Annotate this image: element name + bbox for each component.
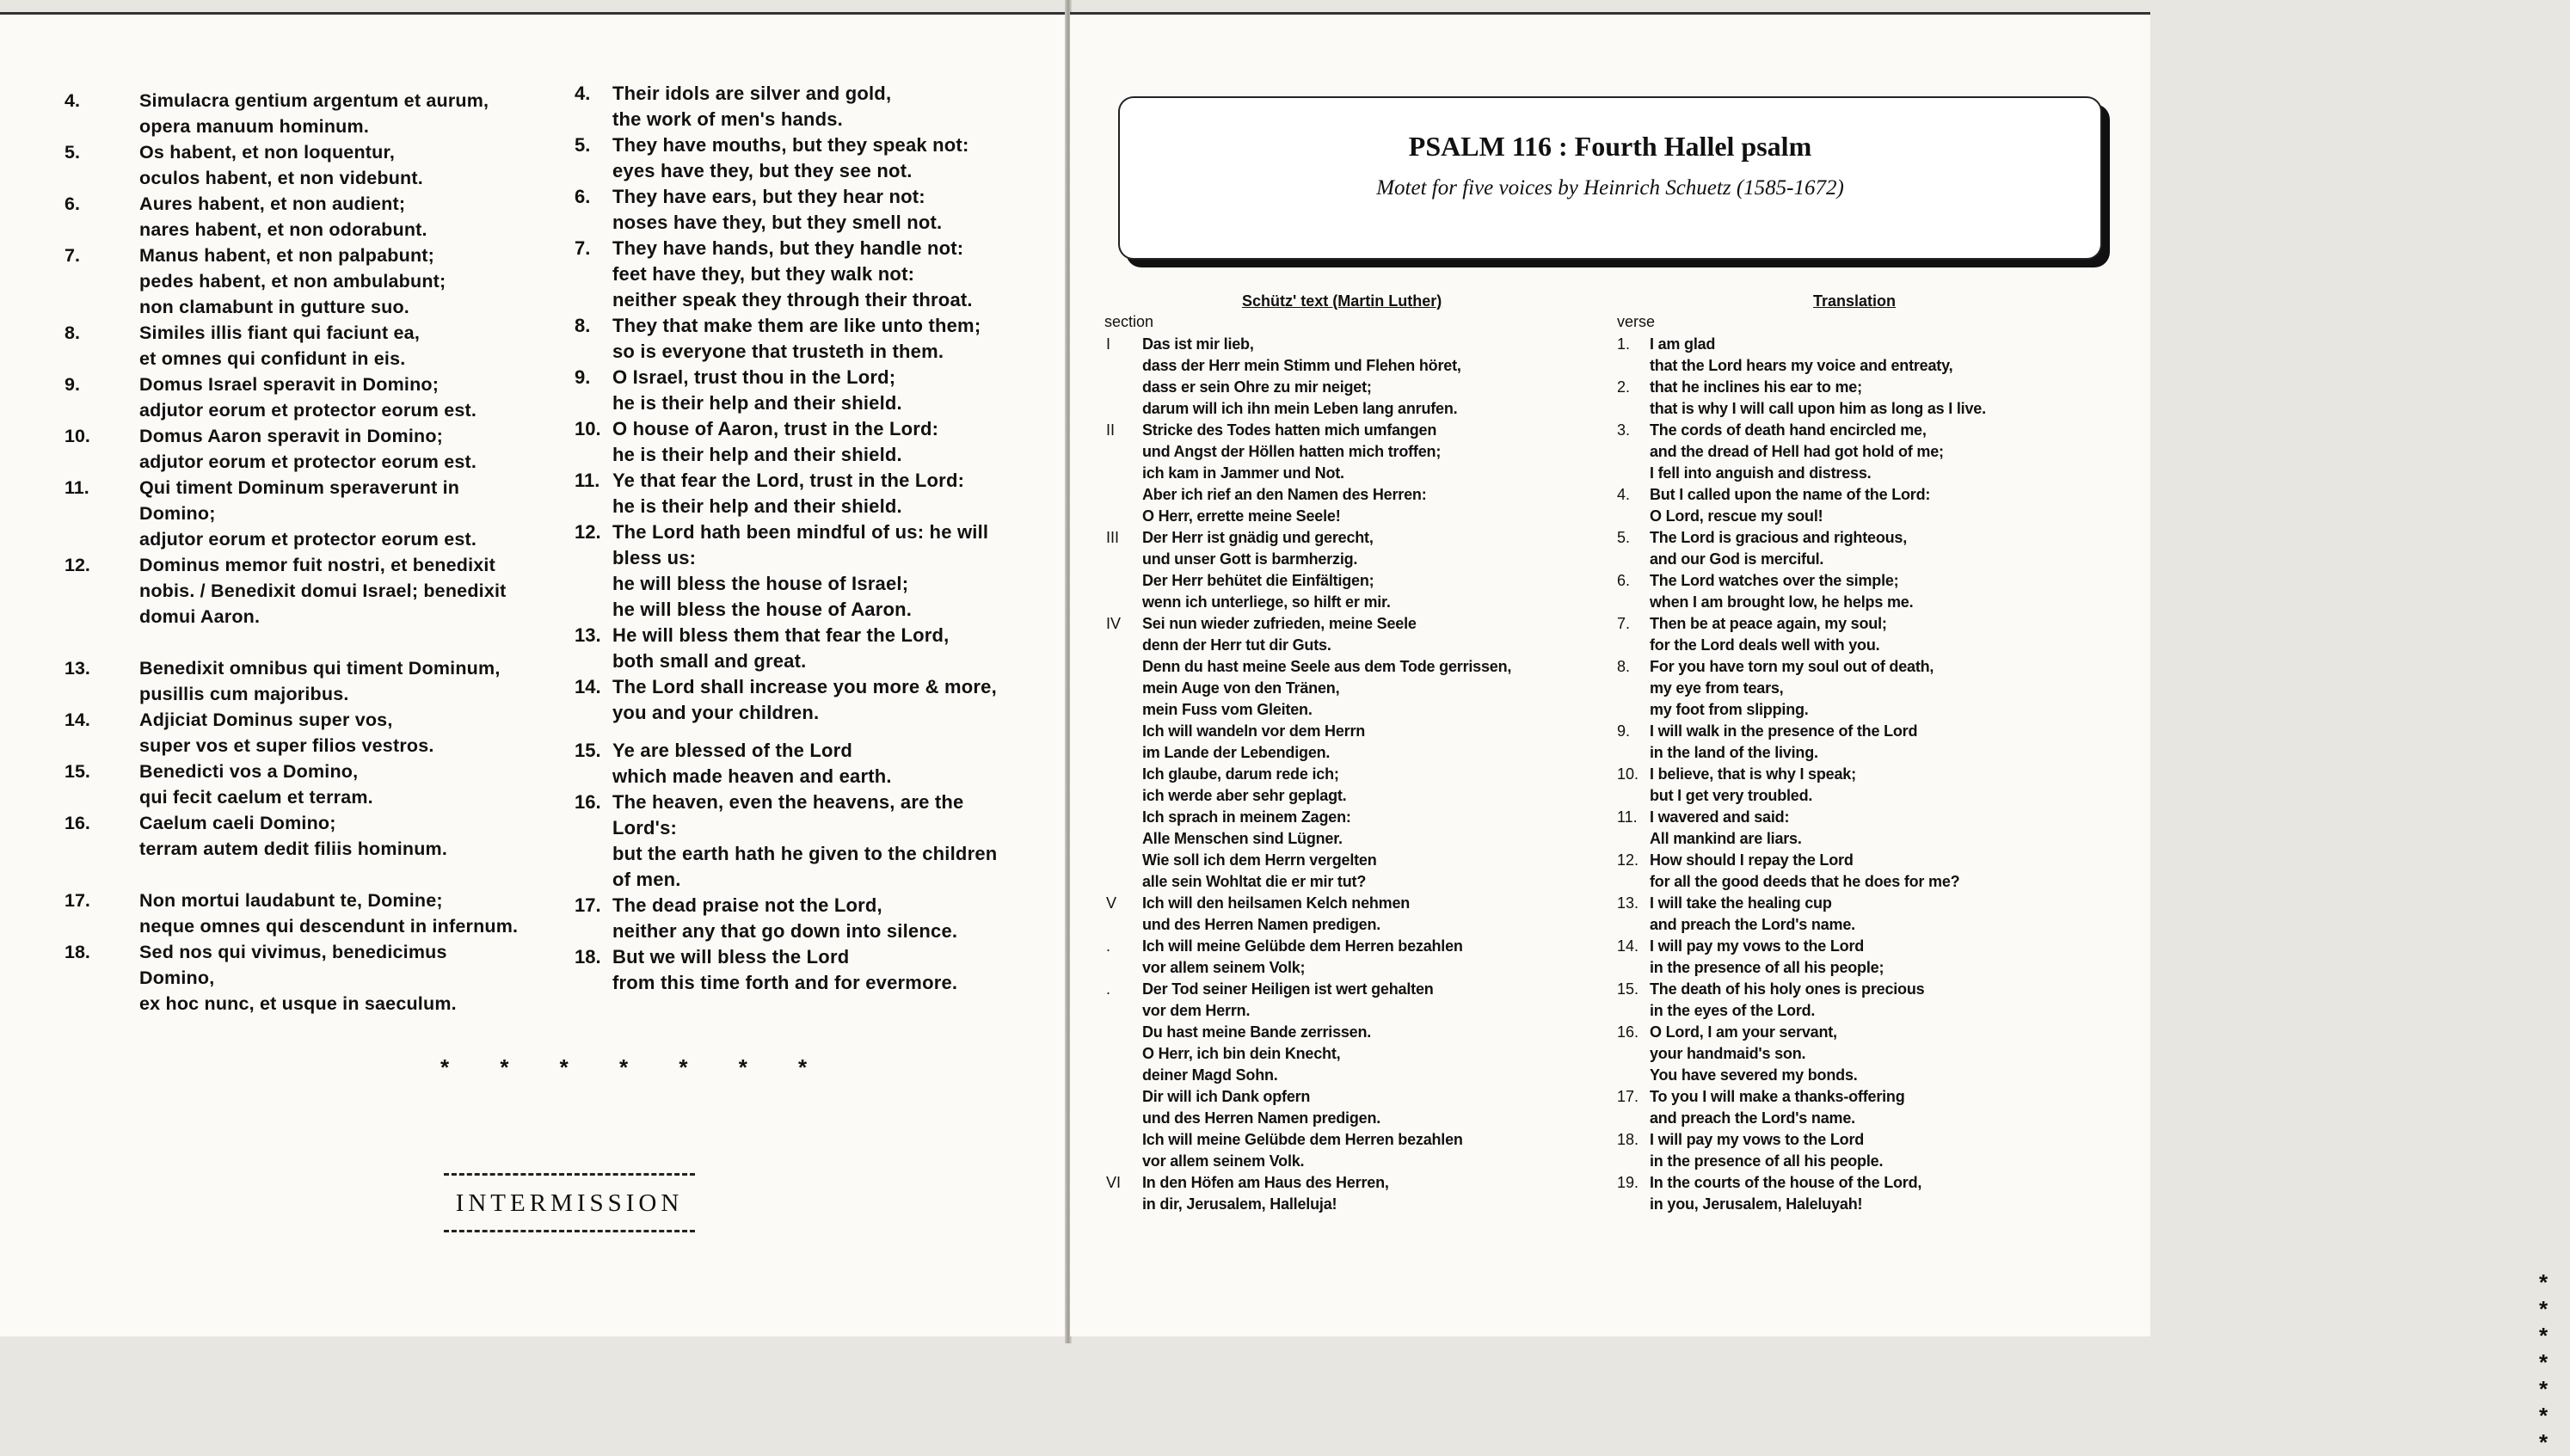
verse-row: [568, 789, 1049, 893]
verse-row: [1617, 1172, 2133, 1215]
verse-text: Domus Aaron speravit in Domino; adjutor eorum et protector eorum est.: [139, 426, 477, 472]
verse-text: I believe, that is why I speak; but I get very troubled.: [1650, 765, 1856, 804]
verse-number: 19.: [1617, 1174, 1639, 1191]
verse-text: For you have torn my soul out of death, my eye from tears, my foot from slipping.: [1650, 658, 1934, 718]
verse-text: He will bless them that fear the Lord, both small and great.: [612, 624, 950, 672]
verse-number: 16.: [1617, 1023, 1639, 1041]
verse-row: [1104, 979, 1595, 1172]
verse-number: 14.: [1617, 937, 1639, 955]
verse-number: IV: [1106, 615, 1122, 632]
verse-row: [1104, 334, 1595, 420]
verse-row: [1617, 420, 2133, 484]
intermission-block: [440, 1173, 698, 1232]
verse-row: [1617, 764, 2133, 807]
verse-number: 11.: [65, 477, 89, 498]
verse-row: [1617, 613, 2133, 656]
psalm-title: PSALM 116 : Fourth Hallel psalm: [1408, 131, 1812, 162]
english-text-column: [568, 81, 1049, 996]
psalm-subtitle: Motet for five voices by Heinrich Schuetz (1585-1672): [1376, 176, 1844, 200]
intermission-label: INTERMISSION: [455, 1189, 684, 1217]
verse-row: [52, 888, 568, 939]
verse-row: [568, 184, 1049, 236]
verse-row: [52, 191, 568, 243]
verse-row: [568, 944, 1049, 996]
left-page: [0, 12, 1067, 1336]
verse-text: They have ears, but they hear not: noses have they, but they smell not.: [612, 186, 943, 233]
dashed-rule: [444, 1230, 695, 1232]
verse-text: Der Herr ist gnädig und gerecht, und unser Gott is barmherzig. Der Herr behütet die Einfältigen; wenn ich unterliege, so hilft er mir.: [1142, 529, 1391, 611]
verse-text: The heaven, even the heavens, are the Lord's: but the earth hath he given to the children of men.: [612, 791, 998, 890]
verse-number: 13.: [65, 658, 90, 679]
verse-text: The cords of death hand encircled me, and the dread of Hell had got hold of me; I fell into anguish and distress.: [1650, 421, 1944, 482]
verse-number: 5.: [65, 142, 80, 163]
verse-row: [52, 475, 568, 552]
verse-row: [568, 738, 1049, 789]
verse-text: I wavered and said: All mankind are liars.: [1650, 808, 1802, 847]
verse-text: Stricke des Todes hatten mich umfangen und Angst der Höllen hatten mich troffen; ich kam in Jammer und Not. Aber ich rief an den Namen des Herren: O Herr, errette meine Seele!: [1142, 421, 1442, 525]
verse-text: But I called upon the name of the Lord: O Lord, rescue my soul!: [1650, 486, 1931, 525]
verse-number: 10.: [1617, 765, 1639, 783]
verse-text: Qui timent Dominum speraverunt in Domino; adjutor eorum et protector eorum est.: [139, 477, 477, 550]
verse-text: The death of his holy ones is precious in the eyes of the Lord.: [1650, 980, 1925, 1019]
verse-text: To you I will make a thanks-offering and preach the Lord's name.: [1650, 1088, 1905, 1127]
verse-text: Ye are blessed of the Lord which made heaven and earth.: [612, 740, 892, 787]
verse-text: But we will bless the Lord from this time forth and for evermore.: [612, 946, 958, 993]
verse-text: Os habent, et non loquentur, oculos habent, et non videbunt.: [139, 142, 423, 188]
verse-row: [52, 707, 568, 759]
spacer: [52, 630, 568, 655]
verse-number: 9.: [65, 374, 80, 395]
verse-number: 6.: [65, 194, 80, 214]
verse-number: 16.: [575, 791, 601, 813]
verse-number: 15.: [575, 740, 601, 761]
verse-row: [1617, 570, 2133, 613]
verse-row: [52, 88, 568, 139]
verse-number: 4.: [1617, 486, 1631, 503]
verse-row: [1617, 1022, 2133, 1086]
verse-row: [52, 139, 568, 191]
verse-text: that he inclines his ear to me; that is why I will call upon him as long as I live.: [1650, 378, 1986, 417]
verse-row: [52, 552, 568, 630]
page-top-border: [0, 12, 1067, 15]
verse-text: Manus habent, et non palpabunt; pedes habent, et non ambulabunt; non clamabunt in gutture suo.: [139, 245, 446, 317]
verse-row: [52, 423, 568, 475]
verse-text: Caelum caeli Domino; terram autem dedit filiis hominum.: [139, 813, 448, 859]
verse-number: .: [1106, 980, 1111, 998]
verse-row: [568, 674, 1049, 726]
latin-text-column: [52, 88, 568, 1017]
verse-text: I will pay my vows to the Lord in the presence of all his people.: [1650, 1131, 1884, 1170]
verse-number: 8.: [1617, 658, 1631, 675]
verse-text: The dead praise not the Lord, neither any that go down into silence.: [612, 894, 958, 942]
verse-text: Ye that fear the Lord, trust in the Lord: he is their help and their shield.: [612, 470, 965, 517]
verse-text: Dominus memor fuit nostri, et benedixit nobis. / Benedixit domui Israel; benedixit domui Aaron.: [139, 555, 507, 627]
verse-label: verse: [1617, 313, 1656, 330]
verse-number: 12.: [1617, 851, 1639, 869]
verse-text: Benedixit omnibus qui timent Dominum, pusillis cum majoribus.: [139, 658, 501, 704]
verse-number: 18.: [65, 942, 90, 962]
verse-number: 12.: [65, 555, 90, 575]
title-box: [1118, 96, 2102, 260]
verse-row: [568, 468, 1049, 519]
verse-number: 6.: [1617, 572, 1631, 589]
verse-text: They have hands, but they handle not: feet have they, but they walk not: neither speak they through their throat.: [612, 237, 973, 310]
verse-row: [1617, 334, 2133, 377]
verse-row: [568, 313, 1049, 365]
verse-row: [568, 132, 1049, 184]
verse-number: V: [1106, 894, 1117, 912]
section-divider-stars: * * * * * * *: [440, 1054, 830, 1080]
verse-text: O Israel, trust thou in the Lord; he is their help and their shield.: [612, 366, 902, 414]
verse-text: The Lord watches over the simple; when I am brought low, he helps me.: [1650, 572, 1914, 611]
verse-text: They that make them are like unto them; so is everyone that trusteth in them.: [612, 315, 981, 362]
verse-number: 18.: [575, 946, 601, 968]
verse-text: Benedicti vos a Domino, qui fecit caelum et terram.: [139, 761, 373, 808]
verse-number: 14.: [575, 676, 601, 697]
spacer: [52, 862, 568, 888]
section-divider-stars: * * * * * * *: [2539, 1269, 2570, 1455]
verse-row: [568, 416, 1049, 468]
verse-text: I will walk in the presence of the Lord in the land of the living.: [1650, 722, 1918, 761]
verse-number: 17.: [65, 890, 90, 911]
verse-number: 8.: [65, 323, 80, 343]
verse-number: 17.: [575, 894, 601, 916]
verse-number: 15.: [1617, 980, 1639, 998]
verse-number: 16.: [65, 813, 90, 833]
verse-text: Der Tod seiner Heiligen ist wert gehalten vor dem Herrn. Du hast meine Bande zerrissen. O Herr, ich bin dein Knecht, deiner Magd Sohn. Dir will ich Dank opfern und des Herren Namen predigen. Ich will meine Gelübde dem Herren bezahlen vor allem seinem Volk.: [1142, 980, 1463, 1170]
verse-row: [1617, 936, 2133, 979]
verse-number: 1.: [1617, 335, 1631, 353]
german-column-header: Schütz' text (Martin Luther): [1242, 292, 1442, 310]
verse-text: O house of Aaron, trust in the Lord: he is their help and their shield.: [612, 418, 939, 465]
verse-number: 2.: [1617, 378, 1631, 396]
verse-number: .: [1106, 937, 1111, 955]
verse-row: [1617, 979, 2133, 1022]
verse-row: [568, 623, 1049, 674]
verse-row: [52, 372, 568, 423]
verse-row: [52, 759, 568, 810]
verse-number: I: [1106, 335, 1111, 353]
verse-row: [1617, 893, 2133, 936]
verse-row: [568, 81, 1049, 132]
verse-text: Similes illis fiant qui faciunt ea, et omnes qui confidunt in eis.: [139, 323, 420, 369]
verse-number: 11.: [1617, 808, 1638, 826]
verse-text: Ich will meine Gelübde dem Herren bezahlen vor allem seinem Volk;: [1142, 937, 1463, 976]
verse-text: Sei nun wieder zufrieden, meine Seele denn der Herr tut dir Guts. Denn du hast meine Seele aus dem Tode gerrissen, mein Auge von den Tränen, mein Fuss vom Gleiten. Ich will wandeln vor dem Herrn im Lande der Lebendigen. Ich glaube, darum rede ich; ich werde aber sehr geplagt. Ich sprach in meinem Zagen: Alle Menschen sind Lügner. Wie soll ich dem Herrn vergelten alle sein Wohltat die er mir tut?: [1142, 615, 1512, 890]
verse-text: I will pay my vows to the Lord in the presence of all his people;: [1650, 937, 1884, 976]
verse-number: 11.: [575, 470, 600, 491]
verse-row: [52, 810, 568, 862]
verse-number: 5.: [1617, 529, 1631, 546]
verse-number: II: [1106, 421, 1116, 439]
verse-text: How should I repay the Lord for all the good deeds that he does for me?: [1650, 851, 1960, 890]
page-top-border: [1070, 12, 2150, 15]
verse-row: [568, 519, 1049, 623]
verse-row: [1617, 1129, 2133, 1172]
verse-row: [52, 655, 568, 707]
verse-number: 17.: [1617, 1088, 1639, 1105]
verse-text: The Lord shall increase you more & more, you and your children.: [612, 676, 997, 723]
verse-text: Non mortui laudabunt te, Domine; neque omnes qui descendunt in infernum.: [139, 890, 519, 937]
verse-number: 13.: [575, 624, 601, 646]
verse-number: 15.: [65, 761, 90, 782]
verse-number: VI: [1106, 1174, 1122, 1191]
verse-text: Adjiciat Dominus super vos, super vos et super filios vestros.: [139, 710, 434, 756]
translation-text-column: [1617, 334, 2133, 1215]
verse-text: Aures habent, et non audient; nares habent, et non odorabunt.: [139, 194, 427, 240]
verse-row: [1617, 484, 2133, 527]
verse-text: Domus Israel speravit in Domino; adjutor eorum et protector eorum est.: [139, 374, 477, 421]
verse-text: Ich will den heilsamen Kelch nehmen und des Herren Namen predigen.: [1142, 894, 1411, 933]
verse-row: [1617, 1086, 2133, 1129]
verse-number: 18.: [1617, 1131, 1639, 1148]
verse-number: 10.: [575, 418, 601, 439]
verse-number: 13.: [1617, 894, 1639, 912]
verse-row: [1617, 807, 2133, 850]
verse-number: III: [1106, 529, 1120, 546]
verse-row: [1617, 721, 2133, 764]
verse-row: [52, 939, 568, 1017]
verse-text: Simulacra gentium argentum et aurum, opera manuum hominum.: [139, 90, 489, 137]
verse-number: 3.: [1617, 421, 1631, 439]
verse-number: 7.: [1617, 615, 1631, 632]
verse-text: In the courts of the house of the Lord, in you, Jerusalem, Haleluyah!: [1650, 1174, 1922, 1213]
section-label: section: [1104, 313, 1154, 330]
verse-number: 12.: [575, 521, 601, 543]
spacer: [568, 726, 1049, 738]
verse-row: [1104, 893, 1595, 936]
verse-row: [1104, 1172, 1595, 1215]
right-page: [1070, 12, 2570, 1455]
verse-row: [1104, 420, 1595, 527]
verse-number: 7.: [575, 237, 591, 259]
verse-number: 5.: [575, 134, 591, 156]
verse-row: [1617, 850, 2133, 893]
verse-row: [52, 243, 568, 320]
verse-number: 4.: [65, 90, 80, 111]
verse-row: [1104, 613, 1595, 893]
verse-row: [568, 893, 1049, 944]
verse-text: In den Höfen am Haus des Herren, in dir, Jerusalem, Halleluja!: [1142, 1174, 1389, 1213]
verse-number: 7.: [65, 245, 80, 266]
verse-row: [1617, 527, 2133, 570]
verse-text: I am glad that the Lord hears my voice and entreaty,: [1650, 335, 1953, 374]
verse-text: The Lord hath been mindful of us: he will bless us: he will bless the house of Israel; he will bless the house of Aaron.: [612, 521, 989, 620]
verse-row: [568, 365, 1049, 416]
verse-number: 9.: [1617, 722, 1631, 740]
verse-row: [1617, 377, 2133, 420]
verse-row: [1617, 656, 2133, 721]
verse-number: 9.: [575, 366, 591, 388]
verse-number: 10.: [65, 426, 90, 446]
verse-text: Then be at peace again, my soul; for the Lord deals well with you.: [1650, 615, 1887, 654]
verse-text: Das ist mir lieb, dass der Herr mein Stimm und Flehen höret, dass er sein Ohre zu mir neiget; darum will ich ihn mein Leben lang anrufen.: [1142, 335, 1461, 417]
verse-row: [1104, 527, 1595, 613]
verse-row: [52, 320, 568, 372]
verse-row: [1104, 936, 1595, 979]
verse-text: Sed nos qui vivimus, benedicimus Domino, ex hoc nunc, et usque in saeculum.: [139, 942, 457, 1014]
verse-text: Their idols are silver and gold, the work of men's hands.: [612, 83, 892, 130]
verse-number: 6.: [575, 186, 591, 207]
german-text-column: [1104, 334, 1595, 1215]
verse-text: I will take the healing cup and preach the Lord's name.: [1650, 894, 1855, 933]
verse-number: 4.: [575, 83, 591, 104]
verse-text: O Lord, I am your servant, your handmaid's son. You have severed my bonds.: [1650, 1023, 1858, 1084]
verse-row: [568, 236, 1049, 313]
verse-text: They have mouths, but they speak not: eyes have they, but they see not.: [612, 134, 969, 181]
verse-number: 8.: [575, 315, 591, 336]
verse-text: The Lord is gracious and righteous, and our God is merciful.: [1650, 529, 1908, 568]
translation-column-header: Translation: [1813, 292, 1897, 310]
verse-number: 14.: [65, 710, 90, 730]
